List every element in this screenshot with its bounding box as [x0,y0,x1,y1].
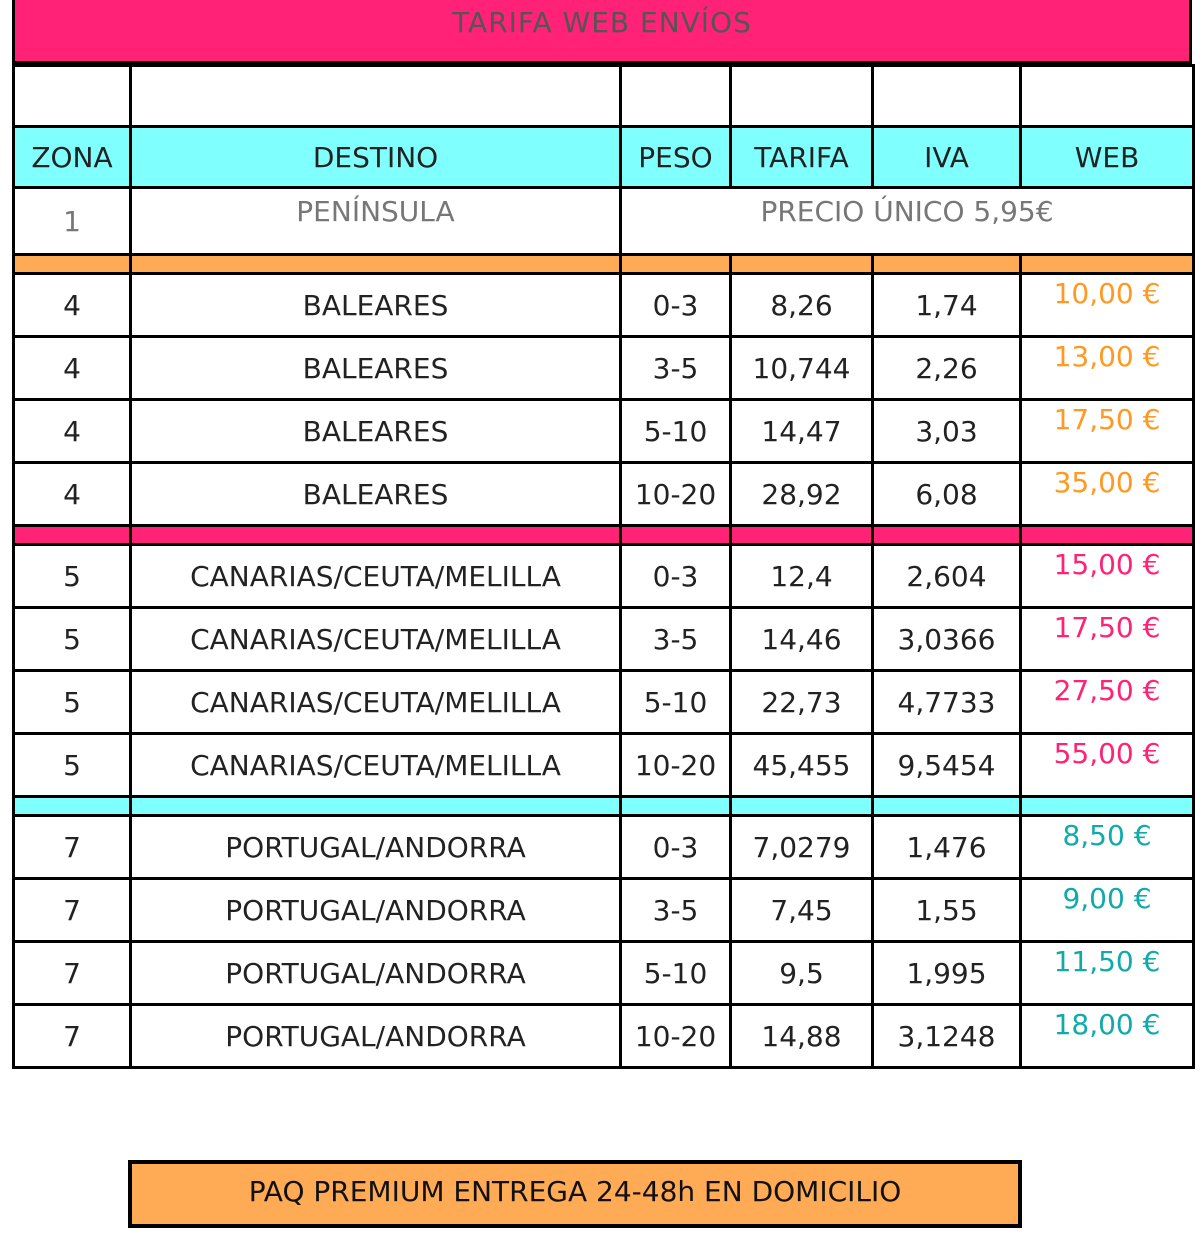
cell-tarifa: 22,73 [731,671,873,734]
separator-cell [14,526,131,545]
cell-zona: 5 [14,545,131,608]
cell-peso: 0-3 [621,274,731,337]
separator-cell [14,797,131,816]
cell-zona: 5 [14,734,131,797]
cell-zona: 7 [14,816,131,879]
cell-destino: PORTUGAL/ANDORRA [131,942,621,1005]
separator-cell [1021,526,1194,545]
peninsula-zona: 1 [14,188,131,255]
header-web: WEB [1021,127,1194,188]
table-row [14,274,1194,337]
cell-web: 17,50 € [1021,400,1194,463]
cell-destino: BALEARES [131,274,621,337]
separator-cell [131,255,621,274]
cell-peso: 10-20 [621,1005,731,1068]
cell-iva: 4,7733 [873,671,1021,734]
table-row [14,734,1194,797]
cell-zona: 7 [14,942,131,1005]
cell-iva: 1,476 [873,816,1021,879]
cell-zona: 4 [14,274,131,337]
cell-destino: PORTUGAL/ANDORRA [131,1005,621,1068]
table-row [14,879,1194,942]
cell-peso: 5-10 [621,942,731,1005]
table-row [14,942,1194,1005]
separator-cell [873,526,1021,545]
table-row [14,400,1194,463]
separator-cell [131,526,621,545]
cell-iva: 3,0366 [873,608,1021,671]
separator-cell [1021,797,1194,816]
cell-web: 35,00 € [1021,463,1194,526]
premium-note: PAQ PREMIUM ENTREGA 24-48h EN DOMICILIO [128,1160,1022,1228]
blank-cell [14,66,131,127]
cell-web: 27,50 € [1021,671,1194,734]
cell-destino: BALEARES [131,337,621,400]
cell-tarifa: 10,744 [731,337,873,400]
cell-tarifa: 45,455 [731,734,873,797]
cell-peso: 5-10 [621,671,731,734]
cell-zona: 7 [14,1005,131,1068]
tariff-table [12,64,1195,1069]
cell-destino: CANARIAS/CEUTA/MELILLA [131,545,621,608]
cell-zona: 5 [14,608,131,671]
table-row [14,671,1194,734]
cell-web: 8,50 € [1021,816,1194,879]
cell-peso: 5-10 [621,400,731,463]
cell-iva: 9,5454 [873,734,1021,797]
cell-zona: 4 [14,400,131,463]
separator-cell [731,797,873,816]
cell-web: 9,00 € [1021,879,1194,942]
cell-web: 18,00 € [1021,1005,1194,1068]
table-row [14,1005,1194,1068]
header-tarifa: TARIFA [731,127,873,188]
cell-destino: CANARIAS/CEUTA/MELILLA [131,671,621,734]
cell-iva: 2,604 [873,545,1021,608]
cell-peso: 0-3 [621,545,731,608]
cell-iva: 2,26 [873,337,1021,400]
separator-cell [873,255,1021,274]
cell-iva: 1,55 [873,879,1021,942]
header-zona: ZONA [14,127,131,188]
cell-iva: 1,74 [873,274,1021,337]
cell-peso: 10-20 [621,734,731,797]
separator-row-baleares [14,255,1194,274]
cell-tarifa: 7,45 [731,879,873,942]
cell-tarifa: 14,46 [731,608,873,671]
cell-iva: 3,03 [873,400,1021,463]
cell-iva: 1,995 [873,942,1021,1005]
peninsula-precio: PRECIO ÚNICO 5,95€ [621,188,1194,255]
table-row [14,545,1194,608]
cell-destino: PORTUGAL/ANDORRA [131,879,621,942]
cell-iva: 6,08 [873,463,1021,526]
cell-tarifa: 12,4 [731,545,873,608]
table-row [14,608,1194,671]
blank-cell [731,66,873,127]
cell-zona: 5 [14,671,131,734]
separator-cell [873,797,1021,816]
separator-cell [621,255,731,274]
separator-cell [1021,255,1194,274]
table-row [14,816,1194,879]
peninsula-destino: PENÍNSULA [131,188,621,255]
separator-cell [14,255,131,274]
cell-tarifa: 28,92 [731,463,873,526]
cell-web: 15,00 € [1021,545,1194,608]
separator-cell [621,526,731,545]
cell-tarifa: 7,0279 [731,816,873,879]
cell-tarifa: 9,5 [731,942,873,1005]
blank-cell [131,66,621,127]
cell-web: 13,00 € [1021,337,1194,400]
header-row [14,127,1194,188]
cell-web: 11,50 € [1021,942,1194,1005]
peninsula-row [14,188,1194,255]
blank-row [14,66,1194,127]
cell-tarifa: 14,88 [731,1005,873,1068]
cell-tarifa: 14,47 [731,400,873,463]
cell-destino: PORTUGAL/ANDORRA [131,816,621,879]
cell-zona: 4 [14,337,131,400]
cell-tarifa: 8,26 [731,274,873,337]
sheet-title: TARIFA WEB ENVÍOS [12,0,1192,64]
table-row [14,337,1194,400]
cell-iva: 3,1248 [873,1005,1021,1068]
tariff-sheet [12,0,1192,1069]
blank-cell [1021,66,1194,127]
cell-destino: BALEARES [131,463,621,526]
cell-peso: 3-5 [621,608,731,671]
cell-zona: 4 [14,463,131,526]
cell-zona: 7 [14,879,131,942]
cell-peso: 10-20 [621,463,731,526]
cell-web: 55,00 € [1021,734,1194,797]
cell-destino: BALEARES [131,400,621,463]
cell-peso: 3-5 [621,337,731,400]
blank-cell [873,66,1021,127]
separator-cell [621,797,731,816]
header-peso: PESO [621,127,731,188]
separator-cell [731,255,873,274]
cell-destino: CANARIAS/CEUTA/MELILLA [131,608,621,671]
separator-cell [731,526,873,545]
separator-row-canarias [14,526,1194,545]
separator-row-portugal [14,797,1194,816]
cell-peso: 3-5 [621,879,731,942]
header-destino: DESTINO [131,127,621,188]
cell-peso: 0-3 [621,816,731,879]
table-row [14,463,1194,526]
blank-cell [621,66,731,127]
separator-cell [131,797,621,816]
cell-destino: CANARIAS/CEUTA/MELILLA [131,734,621,797]
cell-web: 10,00 € [1021,274,1194,337]
header-iva: IVA [873,127,1021,188]
cell-web: 17,50 € [1021,608,1194,671]
